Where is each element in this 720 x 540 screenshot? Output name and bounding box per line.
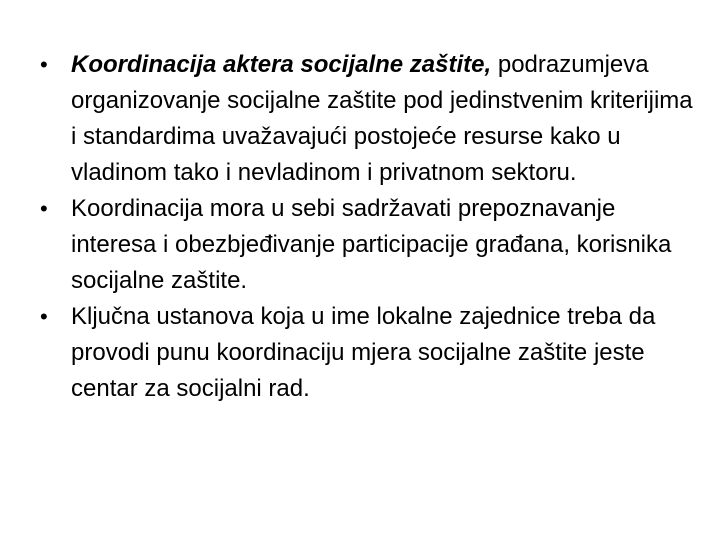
bullet-list	[40, 47, 700, 407]
bullet-text: Koordinacija mora u sebi sadržavati prepoznavanje interesa i obezbjeđivanje participacije građana, korisnika socijalne zaštite.	[71, 195, 672, 294]
bullet-item-key-institution	[40, 299, 700, 407]
bullet-text: Ključna ustanova koja u ime lokalne zajednice treba da provodi punu koordinaciju mjera socijalne zaštite jeste centar za socijalni rad.	[71, 303, 656, 402]
bullet-icon: •	[40, 196, 48, 221]
bullet-icon: •	[40, 52, 48, 77]
bullet-icon: •	[40, 304, 48, 329]
bullet-item-coordination-actors	[40, 47, 700, 191]
bullet-item-coordination-participation	[40, 191, 700, 299]
bullet-emphasis-text: Koordinacija aktera socijalne zaštite,	[71, 51, 492, 78]
bullet-text: podrazumjeva organizovanje socijalne zaštite pod jedinstvenim kriterijima i standardima uvažavajući postojeće resurse kako u vladinom tako i nevladinom i privatnom sektoru.	[71, 51, 693, 186]
